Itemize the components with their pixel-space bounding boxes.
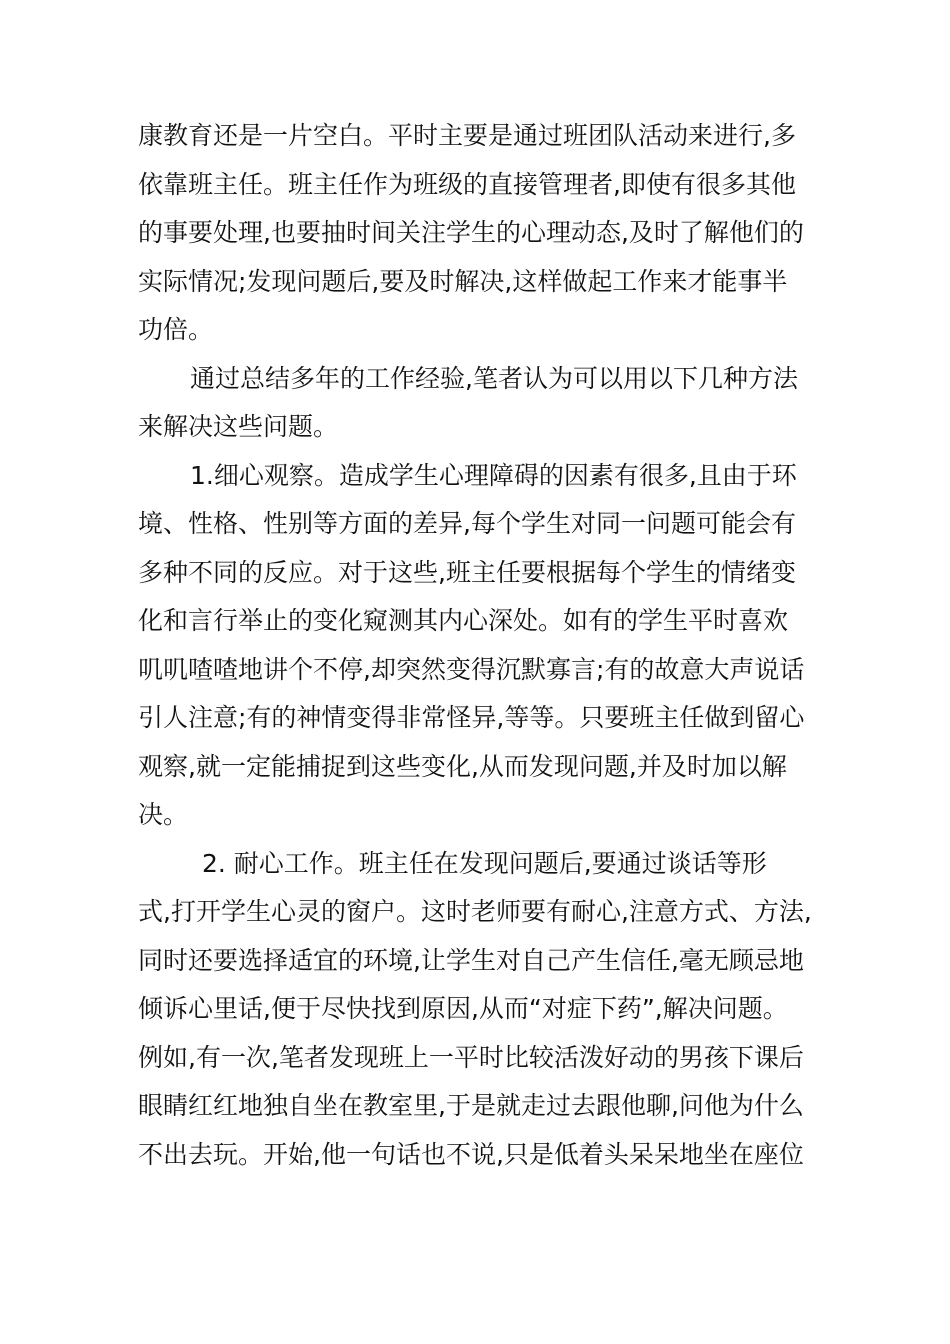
- paragraph-1-line-5: 功倍。: [138, 315, 214, 344]
- document-body: [138, 112, 838, 1179]
- paragraph-3-line-7: 观察,就一定能捕捉到这些变化,从而发现问题,并及时加以解: [138, 751, 787, 781]
- paragraph-3-line-2: 境、性格、性别等方面的差异,每个学生对同一问题可能会有: [138, 509, 796, 538]
- paragraph-1-line-2: 依靠班主任。班主任作为班级的直接管理者,即使有很多其他: [138, 169, 796, 199]
- paragraph-4-line-2: 式,打开学生心灵的窗户。这时老师要有耐心,注意方式、方法,: [138, 897, 812, 926]
- paragraph-4-line-1: 2. 耐心工作。班主任在发现问题后,要通过谈话等形: [202, 848, 767, 878]
- paragraph-3-line-1: 1.细心观察。造成学生心理障碍的因素有很多,且由于环: [190, 460, 797, 490]
- paragraph-4-line-4: 倾诉心里话,便于尽快找到原因,从而“对症下药”,解决问题。: [138, 994, 788, 1023]
- paragraph-3-line-8: 决。: [138, 800, 189, 829]
- paragraph-1-line-3: 的事要处理,也要抽时间关注学生的心理动态,及时了解他们的: [138, 218, 804, 247]
- paragraph-4-line-3: 同时还要选择适宜的环境,让学生对自己产生信任,毫无顾忌地: [138, 945, 804, 975]
- paragraph-4-line-7: 不出去玩。开始,他一句话也不说,只是低着头呆呆地坐在座位: [138, 1139, 804, 1169]
- paragraph-2-line-1: 通过总结多年的工作经验,笔者认为可以用以下几种方法: [190, 363, 798, 393]
- paragraph-4-line-6: 眼睛红红地独自坐在教室里,于是就走过去跟他聊,问他为什么: [138, 1091, 804, 1120]
- paragraph-3-line-5: 叽叽喳喳地讲个不停,却突然变得沉默寡言;有的故意大声说话: [138, 654, 805, 684]
- paragraph-2-line-2: 来解决这些问题。: [138, 412, 339, 441]
- paragraph-3-line-3: 多种不同的反应。对于这些,班主任要根据每个学生的情绪变: [138, 557, 796, 587]
- paragraph-1-line-4: 实际情况;发现问题后,要及时解决,这样做起工作来才能事半: [138, 266, 788, 296]
- paragraph-3-line-4: 化和言行举止的变化窥测其内心深处。如有的学生平时喜欢: [138, 606, 789, 635]
- paragraph-4-line-5: 例如,有一次,笔者发现班上一平时比较活泼好动的男孩下课后: [138, 1042, 804, 1072]
- paragraph-3-line-6: 引人注意;有的神情变得非常怪异,等等。只要班主任做到留心: [138, 703, 805, 732]
- paragraph-1-line-1: 康教育还是一片空白。平时主要是通过班团队活动来进行,多: [138, 121, 796, 150]
